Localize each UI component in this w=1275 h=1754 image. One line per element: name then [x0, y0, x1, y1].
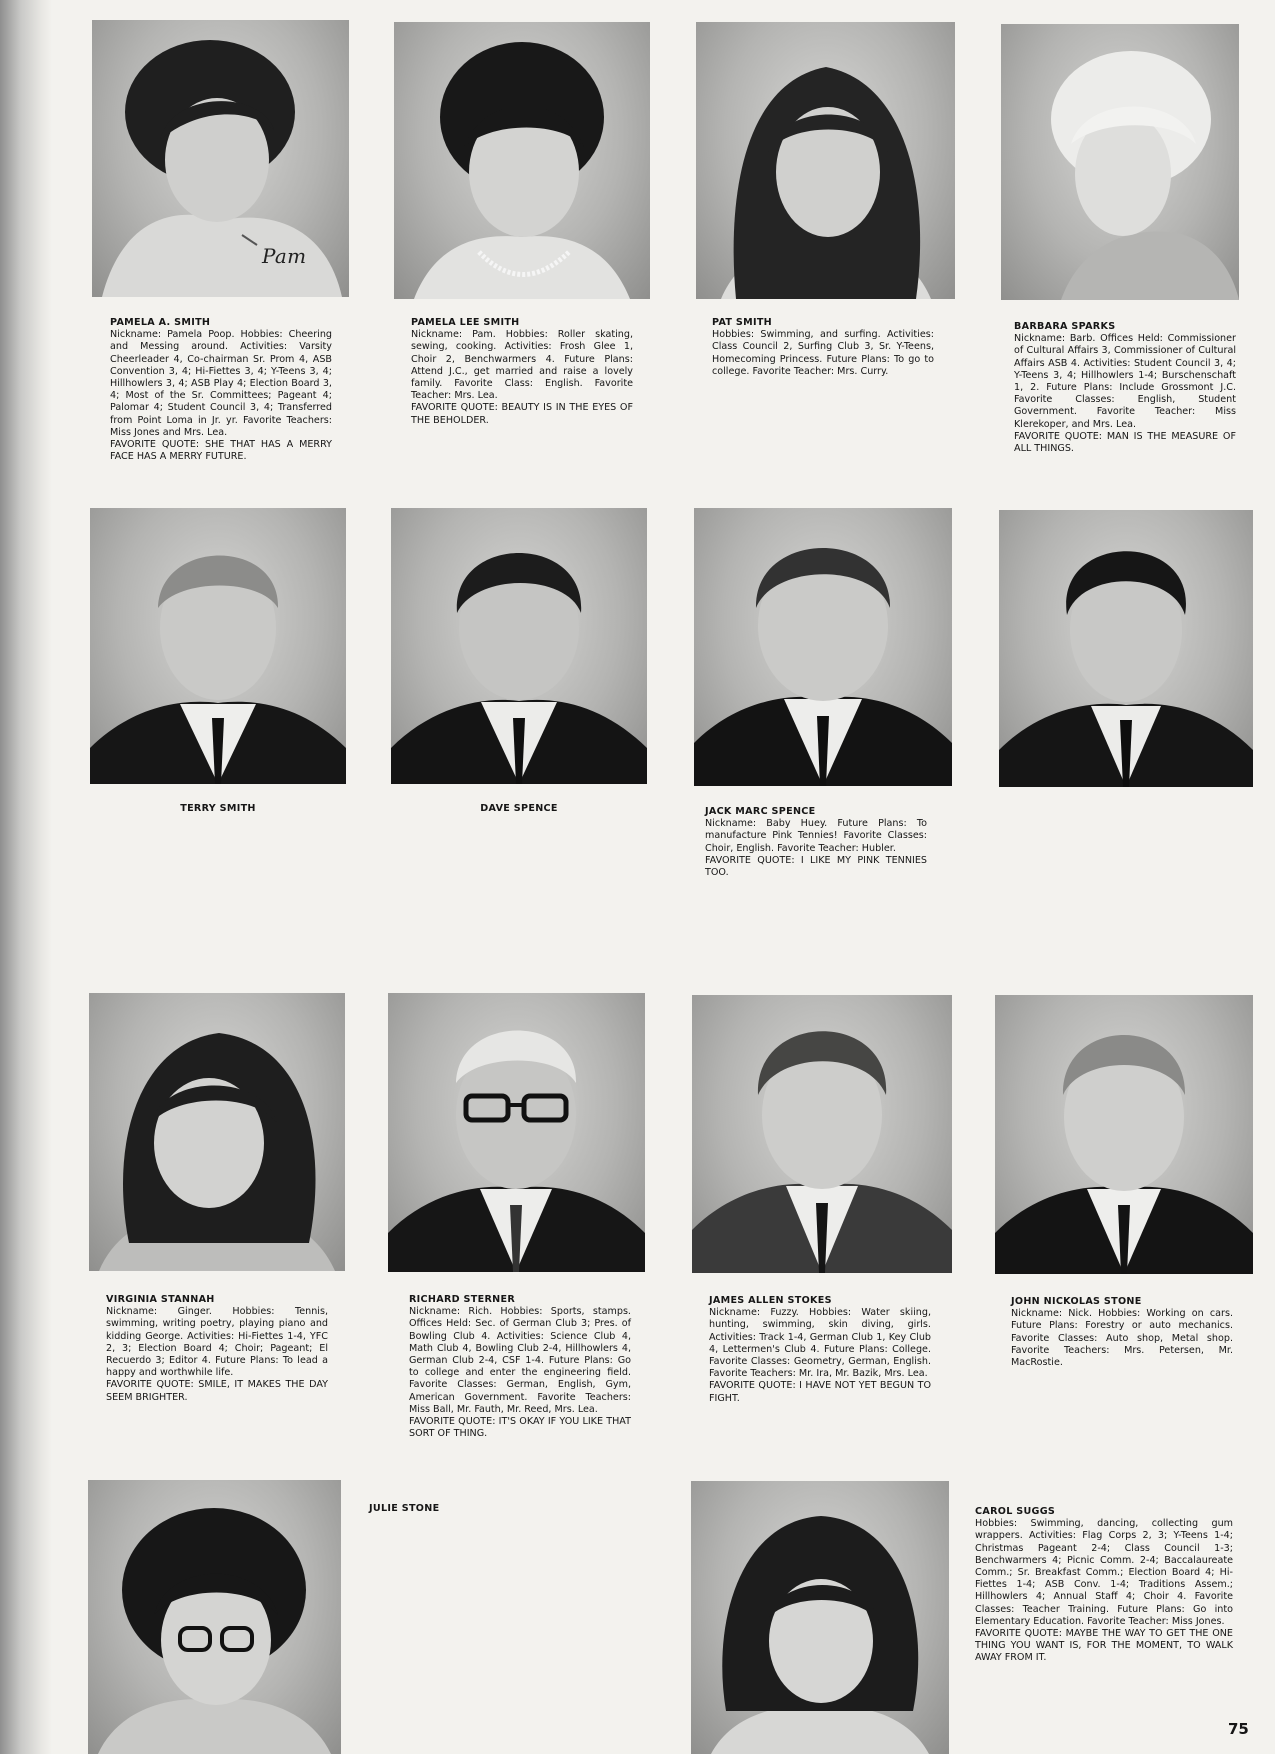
student-name: JAMES ALLEN STOKES: [709, 1295, 832, 1306]
student-bio: Nickname: Ginger. Hobbies: Tennis, swimming, writing poetry, playing piano and kidding George. Activities: Hi-Fiettes 1-4, YFC 2, 3; Election Board 4; Choir; Pageant; El Recuerdo 3; Editor 4. Future Plans: To lead a happy and worthwhile life.: [106, 1306, 328, 1379]
portrait-dave-spence: [391, 508, 647, 784]
student-name: JOHN NICKOLAS STONE: [1011, 1296, 1142, 1307]
portrait-julie-stone: [88, 1480, 341, 1754]
student-bio: Nickname: Rich. Hobbies: Sports, stamps. Offices Held: Sec. of German Club 3; Pres. of Bowling Club 4. Activities: Science Club 4, Math Club 4, Bowling Club 2-4, Hillhowlers 4, German Club 2-4, CSF 1-4. Future Plans: Go to college and enter the engineering field. Favorite Classes: German, English, Gym, American Government. Favorite Teachers: Miss Ball, Mr. Fauth, Mr. Reed, Mrs. Lea.: [409, 1306, 631, 1415]
student-bio: Nickname: Fuzzy. Hobbies: Water skiing, hunting, swimming, skin diving, girls. Activities: Track 1-4, German Club 1, Key Club 4, Lettermen's Club 4. Future Plans: College. Favorite Classes: Geometry, German, English. Favorite Teachers: Mr. Ira, Mr. Bazik, Mrs. Lea.: [709, 1307, 931, 1380]
student-bio: Hobbies: Swimming, dancing, collecting gum wrappers. Activities: Flag Corps 2, 3; Y-Teens 1-4; Christmas Pageant 2-4; Class Council 1-3; Benchwarmers 4; Picnic Comm. 2-4; Baccalaureate Comm.; Sr. Breakfast Comm.; Election Board 4; Hi-Fiettes 1-4; ASB Conv. 1-4; Traditions Assem.; Hillhowlers 4; Annual Staff 4; Choir 4. Favorite Classes: Teacher Training. Future Plans: Go into Elementary Education. Favorite Teacher: Miss Jones.: [975, 1518, 1233, 1627]
portrait-pamela-lee-smith: [394, 22, 650, 299]
portrait-jack-marc-spence: [694, 508, 952, 786]
student-bio: Hobbies: Swimming, and surfing. Activities: Class Council 2, Surfing Club 3, Sr. Y-Teens, Homecoming Princess. Future Plans: To go to college. Favorite Teacher: Mrs. Curry.: [712, 329, 934, 377]
portrait-virginia-stannah: [89, 993, 345, 1271]
page-binding-shadow: [0, 0, 52, 1754]
favorite-quote: FAVORITE QUOTE: BEAUTY IS IN THE EYES OF THE BEHOLDER.: [411, 402, 633, 426]
caption-pat-smith: [712, 317, 934, 378]
student-name: RICHARD STERNER: [409, 1294, 516, 1305]
student-name: VIRGINIA STANNAH: [106, 1294, 215, 1305]
caption-pamela-a-smith: [110, 317, 332, 463]
favorite-quote: FAVORITE QUOTE: I LIKE MY PINK TENNIES TOO.: [705, 854, 927, 879]
caption-dave-spence: DAVE SPENCE: [480, 803, 558, 814]
portrait-carol-suggs: [691, 1481, 949, 1754]
caption-terry-smith: TERRY SMITH: [180, 803, 256, 814]
caption-james-allen-stokes: [709, 1295, 931, 1405]
caption-pamela-lee-smith: [411, 317, 633, 427]
portrait-richard-sterner: [388, 993, 645, 1272]
student-bio: Nickname: Nick. Hobbies: Working on cars. Future Plans: Forestry or auto mechanics. Favorite Classes: Auto shop, Metal shop. Favorite Teachers: Mrs. Petersen, Mr. MacRostie.: [1011, 1308, 1233, 1369]
student-bio: Nickname: Barb. Offices Held: Commissioner of Cultural Affairs 3, Commissioner of Cultural Affairs ASB 4. Activities: Student Council 3, 4; Y-Teens 3, 4; Hillhowlers 1-4; Burschenschaft 1, 2. Future Plans: Include Grossmont J.C. Favorite Classes: English, Student Government. Favorite Teacher: Miss Klerekoper, and Mrs. Lea.: [1014, 333, 1236, 430]
favorite-quote: FAVORITE QUOTE: SMILE, IT MAKES THE DAY SEEM BRIGHTER.: [106, 1379, 328, 1403]
student-bio: Nickname: Pam. Hobbies: Roller skating, sewing, cooking. Activities: Frosh Glee 1, Choir 2, Benchwarmers 4. Future Plans: Attend J.C., get married and raise a lovely family. Favorite Class: English. Favorite Teacher: Mrs. Lea.: [411, 329, 633, 402]
portrait-terry-smith: [90, 508, 346, 784]
favorite-quote: FAVORITE QUOTE: MAYBE THE WAY TO GET THE ONE THING YOU WANT IS, FOR THE MOMENT, TO WALK AWAY FROM IT.: [975, 1628, 1233, 1664]
favorite-quote: FAVORITE QUOTE: MAN IS THE MEASURE OF ALL THINGS.: [1014, 430, 1236, 455]
student-name: CAROL SUGGS: [975, 1506, 1056, 1517]
caption-barbara-sparks: [1014, 321, 1236, 455]
portrait-john-nickolas-stone: [995, 995, 1253, 1274]
portrait-james-allen-stokes: [692, 995, 952, 1273]
student-bio: Nickname: Baby Huey. Future Plans: To manufacture Pink Tennies! Favorite Classes: Choir, English. Favorite Teacher: Hubler.: [705, 818, 927, 854]
caption-john-nickolas-stone: [1011, 1296, 1233, 1369]
caption-carol-suggs: [975, 1506, 1233, 1665]
page-number: 75: [1228, 1720, 1249, 1738]
favorite-quote: FAVORITE QUOTE: IT'S OKAY IF YOU LIKE THAT SORT OF THING.: [409, 1416, 631, 1440]
student-bio: Nickname: Pamela Poop. Hobbies: Cheering and Messing around. Activities: Varsity Cheerleader 4, Co-chairman Sr. Prom 4, ASB Convention 3, 4; Hi-Fiettes 3, 4; Y-Teens 3, 4; Hillhowlers 3, 4; ASB Play 4; Election Board 3, 4; Most of the Sr. Committees; Pageant 4; Palomar 4; Student Council 3, 4; Transferred from Point Loma in Jr. yr. Favorite Teachers: Miss Jones and Mrs. Lea.: [110, 329, 332, 438]
student-name: PAMELA A. SMITH: [110, 317, 211, 328]
signature-pam: Pam: [262, 244, 307, 268]
favorite-quote: FAVORITE QUOTE: I HAVE NOT YET BEGUN TO FIGHT.: [709, 1380, 931, 1404]
student-name: BARBARA SPARKS: [1014, 321, 1116, 332]
portrait-unnamed-student: [999, 510, 1253, 787]
portrait-pat-smith: [696, 22, 955, 299]
caption-richard-sterner: [409, 1294, 631, 1440]
student-name: PAT SMITH: [712, 317, 773, 328]
caption-julie-stone: JULIE STONE: [369, 1503, 440, 1514]
caption-jack-marc-spence: [705, 806, 927, 879]
student-name: JACK MARC SPENCE: [705, 806, 816, 817]
portrait-barbara-sparks: [1001, 24, 1239, 300]
student-name: PAMELA LEE SMITH: [411, 317, 520, 328]
caption-virginia-stannah: [106, 1294, 328, 1404]
favorite-quote: FAVORITE QUOTE: SHE THAT HAS A MERRY FACE HAS A MERRY FUTURE.: [110, 439, 332, 463]
